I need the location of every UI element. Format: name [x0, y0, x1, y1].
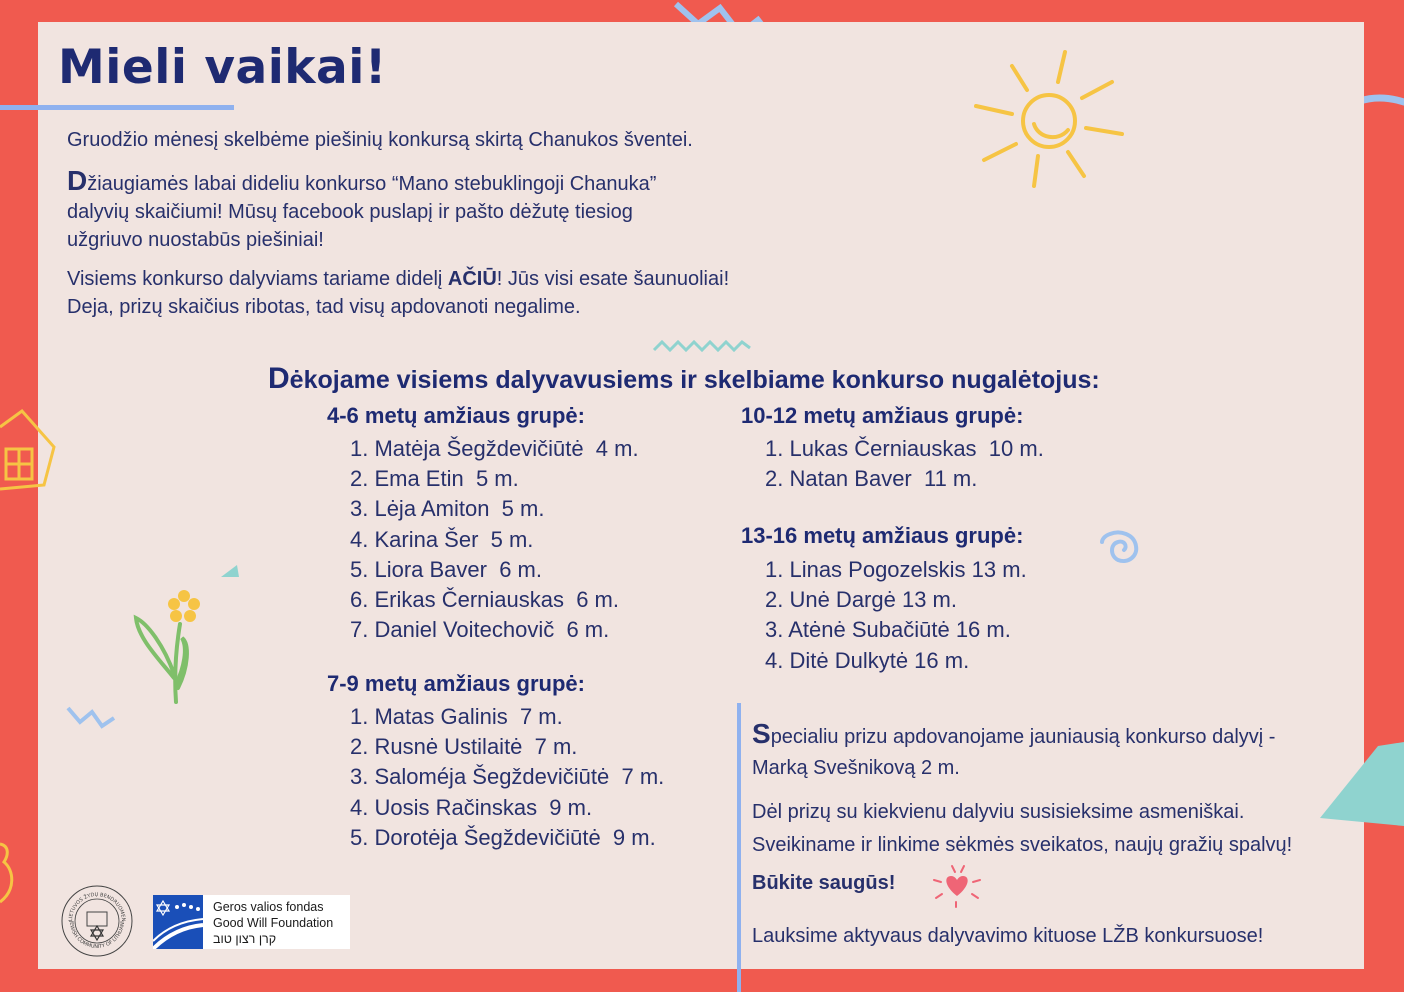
intro-paragraph-1: Gruodžio mėnesį skelbėme piešinių konkursą skirtą Chanukos šventei. [67, 129, 693, 151]
list-item: 5. Liora Baver 6 m. [350, 556, 542, 582]
list-item: 1. Matėja Šegždevičiūtė 4 m. [350, 436, 639, 461]
list-item: 3. Lėja Amiton 5 m. [350, 496, 545, 522]
small-triangle-icon [219, 563, 241, 579]
special-section-divider [737, 703, 741, 992]
group-list-7-9 [350, 702, 664, 853]
group-title-10-12: 10-12 metų amžiaus grupė: [741, 403, 1024, 428]
gwf-name-he: קרן רצון טוב [213, 932, 277, 946]
winners-heading: Dėkojame visiems dalyvavusiems ir skelbiame konkurso nugalėtojus: [268, 362, 1100, 395]
group-list-13-16 [765, 555, 1027, 676]
contact-text: Dėl prizų su kiekvienu dalyviu susisieksime asmeniškai. [752, 801, 1245, 823]
gwf-name-en: Good Will Foundation [213, 916, 334, 930]
group-title-4-6: 4-6 metų amžiaus grupė: [327, 403, 585, 428]
flower-icon [128, 588, 208, 708]
house-icon [0, 405, 62, 495]
group-title-13-16: 13-16 metų amžiaus grupė: [741, 523, 1024, 548]
frame-corner-doodle-icon [0, 840, 20, 910]
group-title-7-9: 7-9 metų amžiaus grupė: [327, 671, 585, 696]
list-item: 4. Uosis Račinskas 9 m. [350, 794, 593, 820]
list-item: 2. Ema Etin 5 m. [350, 466, 519, 492]
list-item: 4. Ditė Dulkytė 16 m. [765, 647, 970, 673]
list-item: 2. Rusnė Ustilaitė 7 m. [350, 734, 578, 760]
zigzag-left-icon [66, 704, 118, 732]
list-item: 3. Saloméja Šegždevičiūtė 7 m. [350, 764, 665, 790]
list-item: 7. Daniel Voitechovič 6 m. [350, 617, 610, 643]
good-will-foundation-logo [153, 895, 350, 949]
svg-text:JEWISH COMMUNITY OF LITHUANIA: JEWISH COMMUNITY OF LITHUANI [67, 920, 127, 951]
announcement-card [38, 22, 1364, 969]
lzb-logo [60, 884, 134, 958]
list-item: 2. Natan Baver 11 m. [765, 466, 978, 492]
list-item: 1. Matas Galinis 7 m. [350, 704, 563, 729]
list-item: 3. Atėnė Subačiūtė 16 m. [765, 617, 1011, 643]
list-item: 6. Erikas Černiauskas 6 m. [350, 586, 619, 612]
special-prize-text: Specialiu prizu apdovanojame jauniausią konkurso dalyvį - Marką Svešnikovą 2 m. [752, 718, 1276, 779]
list-item: 2. Unė Dargė 13 m. [765, 587, 957, 613]
group-list-10-12 [765, 434, 1044, 494]
large-triangle-icon [1318, 742, 1404, 826]
list-item: 4. Karina Šer 5 m. [350, 526, 534, 552]
dropcap: D [67, 165, 88, 196]
intro-paragraph-2: Džiaugiamės labai dideliu konkurso “Mano stebuklingoji Chanuka” dalyvių skaičiumi! Mūsų facebook puslapį ir pašto dėžutę tiesiog užgriuvo nuostabūs piešiniai! [67, 165, 657, 251]
list-item: 5. Dorotėja Šegždevičiūtė 9 m. [350, 824, 656, 850]
closing-text: Lauksime aktyvaus dalyvavimo kituose LŽB konkursuose! [752, 925, 1264, 947]
list-item: 1. Linas Pogozelskis 13 m. [765, 557, 1027, 582]
heart-icon [930, 864, 984, 908]
svg-text:LIETUVOS ŽYDŲ BENDRUOMENĖ: LIETUVOS ŽYDŲ BENDRUOMEN [67, 891, 127, 922]
title-underline [0, 105, 234, 110]
wishes-text: Sveikiname ir linkime sėkmės sveikatos, naujų gražių spalvų! [752, 834, 1293, 856]
wave-icon [652, 334, 752, 356]
page-title: Mieli vaikai! [58, 40, 387, 95]
spiral-icon [1098, 524, 1148, 574]
stay-safe-text: Būkite saugūs! [752, 872, 896, 894]
gwf-name-lt: Geros valios fondas [213, 900, 324, 914]
sun-icon [972, 46, 1132, 196]
group-list-4-6 [350, 434, 639, 645]
gwf-emblem-icon [153, 895, 209, 949]
intro-paragraph-3: Visiems konkurso dalyviams tariame didelį AČIŪ! Jūs visi esate šaunuoliai! Deja, prizų skaičius ribotas, tad visų apdovanoti negalime. [67, 268, 730, 318]
list-item: 1. Lukas Černiauskas 10 m. [765, 436, 1044, 461]
